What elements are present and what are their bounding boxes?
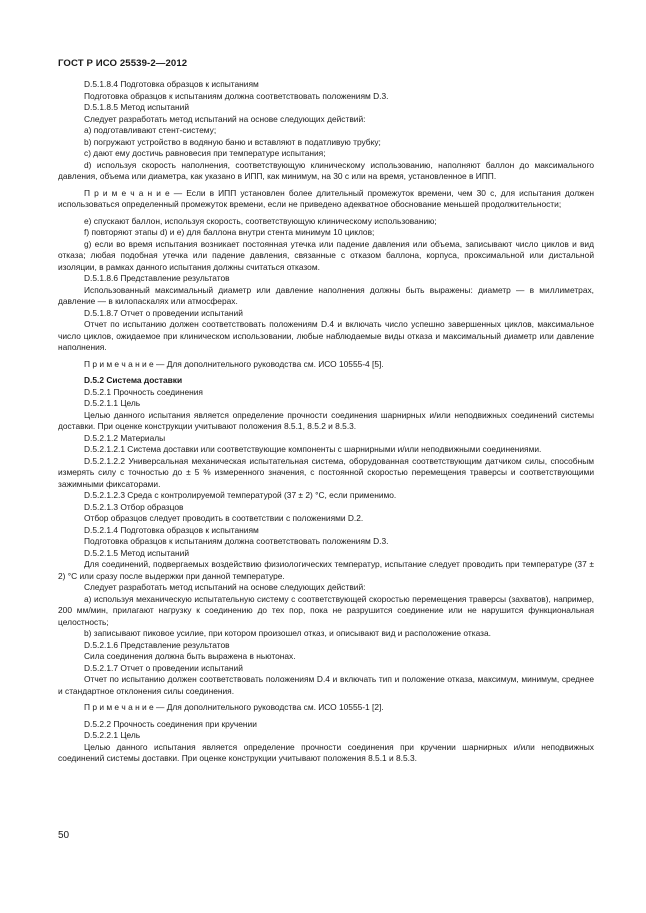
note: П р и м е ч а н и е — Если в ИПП установлен более длительный промежуток времени, чем 30 с, для испытания должен использоваться определенный промежуток времени, если не приведено адекватное обоснование меньшей продолжительности; [58, 187, 594, 209]
paragraph: с) дают ему достичь равновесия при температуре испытания; [84, 148, 326, 158]
paragraph: b) погружают устройство в водяную баню и вставляют в податливую трубку; [84, 136, 381, 147]
paragraph: Целью данного испытания является определение прочности соединения шарнирных и/или неподвижных соединений системы доставки. При оценке конструкции учитывают положения 8.5.1, 8.5.2 и 8.5.3. [58, 409, 594, 431]
paragraph: Целью данного испытания является определение прочности соединения при кручении шарнирных и/или неподвижных соединений системы доставки. При оценке конструкции учитывают положения 8.5.1 и 8.5.3. [58, 741, 594, 763]
paragraph: Для соединений, подвергаемых воздействию физиологических температур, испытание следует проводить при температуре (37 ± 2) °С или сразу после выдержки при данной температуре. [58, 559, 594, 581]
paragraph: а) используя механическую испытательную систему с соответствующей скоростью перемещения траверсы (захватов), например, 200 мм/мин, прилагают нагрузку к соединению до тех пор, пока не разрушится соединение или не нарушится функциональная целостность; [58, 593, 594, 627]
document-body [58, 79, 594, 765]
note: П р и м е ч а н и е — Для дополнительного руководства см. ИСО 10555-4 [5]. [84, 358, 384, 369]
paragraph: f) повторяют этапы d) и е) для баллона внутри стента минимум 10 циклов; [84, 227, 375, 237]
paragraph: Отчет по испытанию должен соответствовать положениям D.4 и включать число успешно завершенных циклов, максимальное число циклов, ожидаемое при клиническом использовании, любые наблюдаемые виды отказа и максимальный диаметр или давление наполнения. [58, 319, 594, 352]
paragraph: D.5.2.1.6 Представление результатов [84, 639, 230, 650]
paragraph: D.5.2.2 Прочность соединения при кручении [84, 718, 257, 729]
paragraph: D.5.2.1.2.3 Среда с контролируемой температурой (37 ± 2) °С, если применимо. [84, 490, 397, 500]
note: П р и м е ч а н и е — Для дополнительного руководства см. ИСО 10555-1 [2]. [84, 702, 384, 712]
paragraph: а) подготавливают стент-систему; [84, 125, 217, 135]
paragraph: D.5.1.8.5 Метод испытаний [84, 102, 189, 112]
paragraph: D.5.1.8.6 Представление результатов [84, 273, 230, 283]
paragraph: d) используя скорость наполнения, соответствующую клиническому использованию, наполняют баллон до максимального давления, объема или диаметра, как указано в ИПП, как минимум, на 30 с или на время, установленное в ИПП. [58, 159, 594, 181]
paragraph: D.5.2.1.4 Подготовка образцов к испытаниям [84, 524, 259, 535]
paragraph: D.5.2.1.1 Цель [84, 398, 141, 408]
paragraph: g) если во время испытания возникает постоянная утечка или падение давления или объема, записывают число циклов и вид отказа; любая подобная утечка или падение давления, связанные с отказом баллона, корпуса, проксимальной или дистальной изоляции, в рамках данного испытания должны считаться отказом. [58, 238, 594, 272]
paragraph: е) спускают баллон, используя скорость, соответствующую клиническому использованию; [84, 215, 437, 226]
section-heading: D.5.2 Система доставки [84, 375, 183, 385]
paragraph: Подготовка образцов к испытаниям должна соответствовать положениям D.3. [84, 536, 389, 546]
paragraph: D.5.2.1.3 Отбор образцов [84, 501, 184, 512]
paragraph: D.5.2.1.2.2 Универсальная механическая испытательная система, оборудованная соответствующим датчиком силы, способным измерять силу с точностью до ± 5 % измеренного значения, с постоянной скоростью перемещения траверсы и соответствующими зажимными фиксаторами. [58, 455, 594, 489]
paragraph: D.5.2.2.1 Цель [84, 730, 141, 740]
paragraph: Использованный максимальный диаметр или давление наполнения должны быть выражены: диаметр — в миллиметрах, давление — в килопаскалях или атмосферах. [58, 284, 594, 306]
paragraph: Следует разработать метод испытаний на основе следующих действий: [84, 113, 366, 124]
paragraph: D.5.2.1.7 Отчет о проведении испытаний [84, 662, 243, 673]
paragraph: Отбор образцов следует проводить в соответствии с положениями D.2. [84, 513, 364, 523]
paragraph: D.5.2.1.2 Материалы [84, 432, 166, 443]
paragraph: Сила соединения должна быть выражена в ньютонах. [84, 651, 296, 661]
paragraph: D.5.1.8.7 Отчет о проведении испытаний [84, 307, 243, 318]
paragraph: b) записывают пиковое усилие, при котором произошел отказ, и описывают вид и расположение отказа. [84, 628, 491, 638]
paragraph: Следует разработать метод испытаний на основе следующих действий: [84, 582, 366, 592]
paragraph: D.5.2.1.2.1 Система доставки или соответствующие компоненты с шарнирными и/или неподвижными соединениями. [84, 444, 542, 454]
paragraph: Подготовка образцов к испытаниям должна соответствовать положениям D.3. [84, 90, 389, 101]
document-header: ГОСТ Р ИСО 25539-2—2012 [58, 58, 188, 69]
paragraph: D.5.1.8.4 Подготовка образцов к испытаниям [84, 79, 259, 89]
paragraph: D.5.2.1 Прочность соединения [84, 386, 203, 397]
page-number: 50 [58, 830, 70, 841]
paragraph: Отчет по испытанию должен соответствовать положениям D.4 и включать тип и положение отказа, максимум, минимум, среднее и стандартное отклонения силы соединения. [58, 674, 594, 696]
paragraph: D.5.2.1.5 Метод испытаний [84, 547, 189, 558]
